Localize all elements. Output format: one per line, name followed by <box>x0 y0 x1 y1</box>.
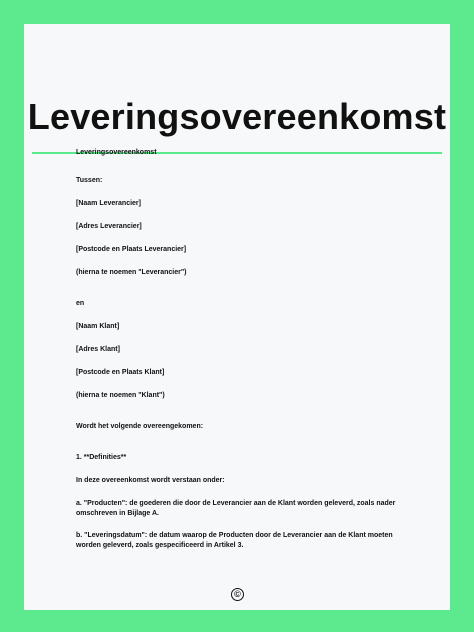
supplier-name: [Naam Leverancier] <box>76 200 141 207</box>
definition-products: a. "Producten": de goederen die door de Leverancier aan de Klant worden geleverd, zoals nader omschreven in Bijlage A. <box>76 500 398 517</box>
copyright-icon: © <box>231 588 244 601</box>
client-postcode: [Postcode en Plaats Klant] <box>76 369 165 376</box>
supplier-alias: (hierna te noemen "Leverancier") <box>76 269 187 276</box>
client-name: [Naam Klant] <box>76 323 120 330</box>
document-title: Leveringsovereenkomst <box>27 96 447 137</box>
parties-intro: Tussen: <box>76 177 103 184</box>
body-heading: Leveringsovereenkomst <box>76 149 157 156</box>
agreement-intro: Wordt het volgende overeengekomen: <box>76 423 204 430</box>
client-alias: (hierna te noemen "Klant") <box>76 392 165 399</box>
supplier-address: [Adres Leverancier] <box>76 223 142 230</box>
document-page <box>24 24 450 610</box>
definition-delivery-date: b. "Leveringsdatum": de datum waarop de Producten door de Leverancier aan de Klant moeten worden geleverd, zoals gespecificeerd in Artikel 3. <box>76 532 395 549</box>
section-definitions-heading: 1. **Definities** <box>76 454 127 461</box>
conjunction: en <box>76 300 85 307</box>
supplier-postcode: [Postcode en Plaats Leverancier] <box>76 246 187 253</box>
client-address: [Adres Klant] <box>76 346 120 353</box>
definitions-intro: In deze overeenkomst wordt verstaan onder: <box>76 477 225 484</box>
